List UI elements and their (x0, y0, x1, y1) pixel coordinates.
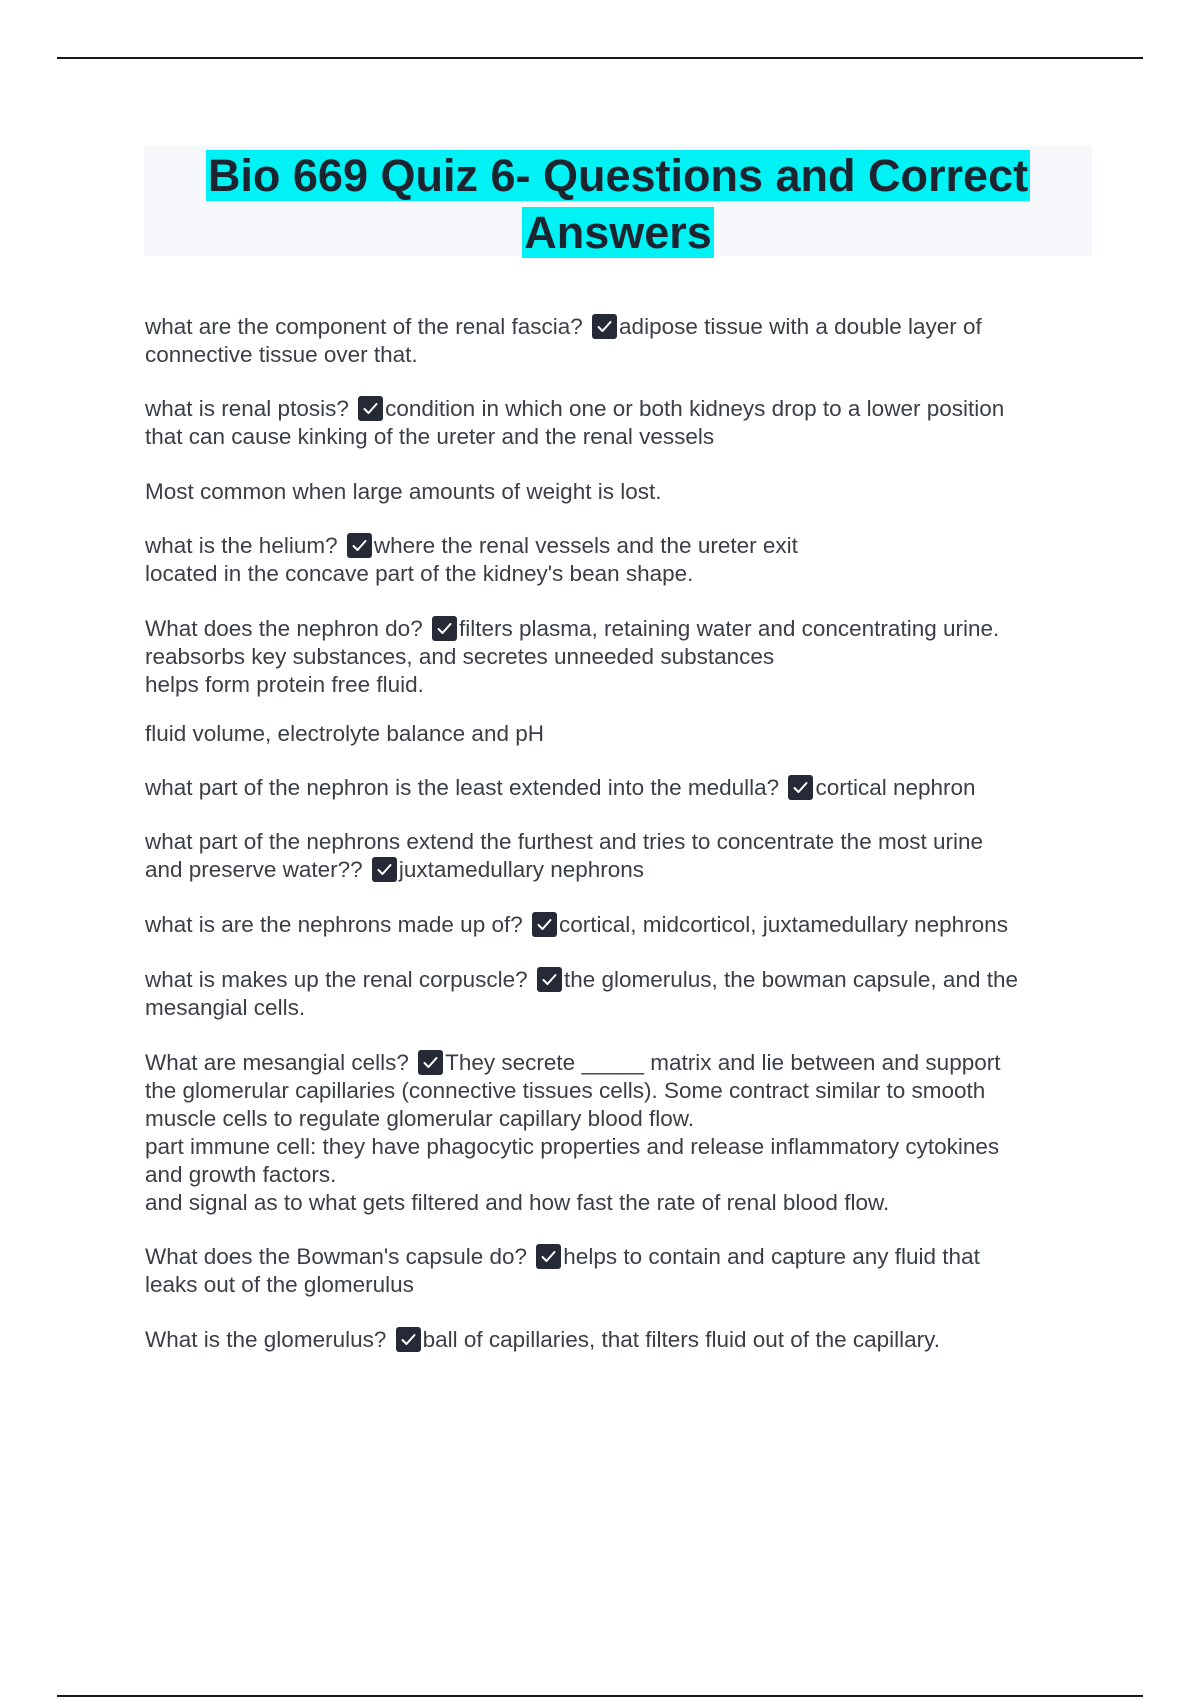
answer-continuation: reabsorbs key substances, and secretes unneeded substances (145, 644, 775, 669)
note-paragraph (145, 478, 1095, 506)
qa-first-line (145, 1243, 1095, 1271)
qa-item (145, 828, 1095, 884)
qa-first-line (145, 313, 1095, 341)
answer-continuation: helps form protein free fluid. (145, 672, 424, 697)
qa-item (145, 395, 1095, 451)
question-text: What does the Bowman's capsule do? (145, 1244, 528, 1269)
answer-text: where the renal vessels and the ureter exit (373, 533, 798, 558)
qa-first-line (145, 911, 1095, 939)
answer-continuation: mesangial cells. (145, 995, 306, 1020)
answer-text: cortical, midcorticol, juxtamedullary nephrons (559, 912, 1008, 937)
question-text: and preserve water?? (145, 857, 363, 882)
qa-item (145, 532, 1095, 588)
answer-text: They secrete _____ matrix and lie between and support (445, 1050, 1001, 1075)
answer-continuation: leaks out of the glomerulus (145, 1272, 414, 1297)
qa-item (145, 1243, 1095, 1299)
check-box-icon (358, 396, 383, 421)
answer-text: cortical nephron (815, 775, 976, 800)
answer-continuation: and growth factors. (145, 1162, 337, 1187)
question-text: what is are the nephrons made up of? (145, 912, 523, 937)
qa-first-line (145, 1049, 1095, 1077)
answer-text: adipose tissue with a double layer of (619, 314, 982, 339)
question-text: What are mesangial cells? (145, 1050, 409, 1075)
note-paragraph (145, 720, 1095, 748)
qa-list (145, 313, 1095, 1354)
answer-continuation: that can cause kinking of the ureter and the renal vessels (145, 424, 715, 449)
answer-text: condition in which one or both kidneys drop to a lower position (385, 396, 1005, 421)
answer-text: filters plasma, retaining water and concentrating urine. (458, 616, 1000, 641)
qa-first-line (145, 615, 1095, 643)
qa-first-line (145, 774, 1095, 802)
check-box-icon (418, 1050, 443, 1075)
qa-item (145, 774, 1095, 802)
check-box-icon (396, 1327, 421, 1352)
note-text: fluid volume, electrolyte balance and pH (145, 721, 544, 746)
title-box (144, 146, 1092, 256)
note-text: Most common when large amounts of weight is lost. (145, 479, 662, 504)
qa-first-line (145, 1326, 1095, 1354)
question-text: What is the glomerulus? (145, 1327, 387, 1352)
qa-item (145, 313, 1095, 369)
qa-first-line (145, 966, 1095, 994)
check-box-icon (537, 967, 562, 992)
question-text: what is renal ptosis? (145, 396, 349, 421)
qa-item (145, 966, 1095, 1022)
page-title (144, 146, 1092, 261)
qa-first-line (145, 856, 1095, 884)
qa-first-line (145, 532, 1095, 560)
check-box-icon (536, 1244, 561, 1269)
qa-item (145, 1326, 1095, 1354)
qa-first-line (145, 395, 1095, 423)
answer-continuation: connective tissue over that. (145, 342, 418, 367)
check-box-icon (532, 912, 557, 937)
check-box-icon (372, 857, 397, 882)
question-text: What does the nephron do? (145, 616, 423, 641)
answer-text: ball of capillaries, that filters fluid out of the capillary. (422, 1327, 940, 1352)
answer-continuation: and signal as to what gets filtered and how fast the rate of renal blood flow. (145, 1190, 890, 1215)
qa-item (145, 615, 1095, 699)
answer-continuation: muscle cells to regulate glomerular capillary blood flow. (145, 1106, 695, 1131)
answer-text: helps to contain and capture any fluid that (563, 1244, 980, 1269)
answer-text: juxtamedullary nephrons (398, 857, 645, 882)
question-text: what part of the nephron is the least extended into the medulla? (145, 775, 780, 800)
answer-continuation: part immune cell: they have phagocytic properties and release inflammatory cytokines (145, 1134, 1000, 1159)
question-text: what are the component of the renal fascia? (145, 314, 583, 339)
check-box-icon (592, 314, 617, 339)
qa-item (145, 1049, 1095, 1217)
question-text: what is the helium? (145, 533, 338, 558)
bottom-rule (57, 1695, 1143, 1697)
title-line-2: Answers (524, 207, 712, 258)
qa-item (145, 911, 1095, 939)
top-rule (57, 57, 1143, 59)
check-box-icon (432, 616, 457, 641)
answer-continuation: located in the concave part of the kidney's bean shape. (145, 561, 694, 586)
check-box-icon (788, 775, 813, 800)
check-box-icon (347, 533, 372, 558)
title-line-1: Bio 669 Quiz 6- Questions and Correct (207, 150, 1029, 201)
question-text: what is makes up the renal corpuscle? (145, 967, 528, 992)
answer-continuation: the glomerular capillaries (connective tissues cells). Some contract similar to smooth (145, 1078, 986, 1103)
question-text: what part of the nephrons extend the furthest and tries to concentrate the most urine (145, 829, 984, 854)
answer-text: the glomerulus, the bowman capsule, and the (563, 967, 1019, 992)
